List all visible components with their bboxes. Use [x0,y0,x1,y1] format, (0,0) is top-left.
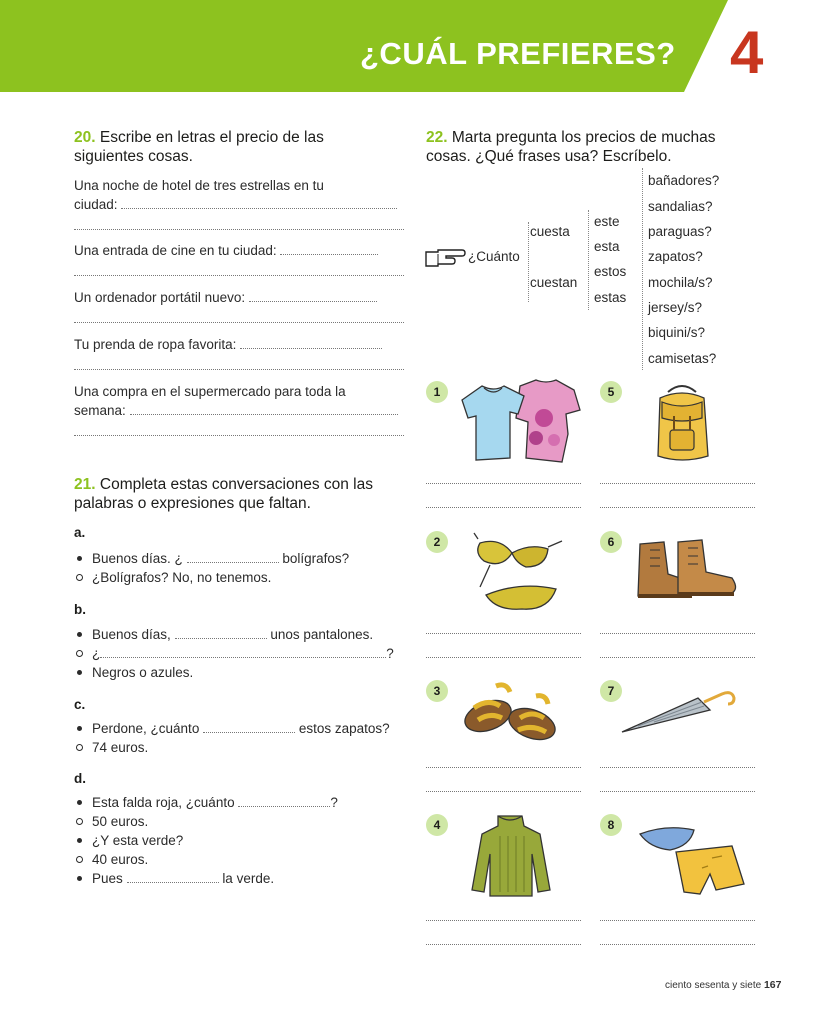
answer-line[interactable] [426,483,581,484]
answer-line[interactable] [600,920,755,921]
picture-number: 7 [600,680,622,702]
verb-word: cuesta [530,224,570,239]
answer-blank[interactable] [121,197,397,209]
page-title: ¿CUÁL PREFIERES? [360,36,676,71]
umbrella-illustration [618,688,738,736]
ex21-number: 21. [74,476,96,493]
answer-line[interactable] [74,369,404,370]
dialog-b [74,625,414,682]
ex22-number: 22. [426,129,448,146]
ex21-b-label: b. [74,602,86,617]
page-number: 167 [763,979,782,991]
ex22-title: 22. Marta pregunta los precios de muchas cosas. ¿Qué frases usa? Escríbelo. [426,129,716,165]
answer-blank[interactable] [100,646,386,658]
picture-number: 6 [600,531,622,553]
answer-line[interactable] [600,633,755,634]
answer-line[interactable] [600,483,755,484]
answer-blank[interactable] [249,290,377,302]
picture-number: 5 [600,381,622,403]
picture-number: 1 [426,381,448,403]
footer-text: ciento sesenta y siete [665,980,762,991]
dialog-line: Pues la verde. [74,869,414,888]
ex20-number: 20. [74,129,96,146]
noun-word: biquini/s? [648,325,706,340]
unit-number: 4 [730,19,764,86]
ex20-item-2: Una entrada de cine en tu ciudad: [74,241,406,260]
answer-blank[interactable] [238,795,330,807]
answer-line[interactable] [426,507,581,508]
page-footer [665,979,781,991]
answer-blank[interactable] [240,337,382,349]
answer-blank[interactable] [280,243,378,255]
dialog-line: Buenos días, unos pantalones. [74,625,414,644]
noun-word: jersey/s? [648,300,703,315]
dialog-a [74,549,414,587]
picture-number: 4 [426,814,448,836]
ex21-c-label: c. [74,697,86,712]
answer-line[interactable] [74,229,404,230]
answer-line[interactable] [426,920,581,921]
ex21-title: 21. Completa estas conversaciones con las palabras o expresiones que faltan. [74,476,373,512]
picture-number: 2 [426,531,448,553]
answer-line[interactable] [600,944,755,945]
divider [642,168,643,370]
answer-line[interactable] [600,767,755,768]
determiner-word: estos [594,264,627,279]
backpack-illustration [652,380,712,464]
dialog-line: Buenos días. ¿ bolígrafos? [74,549,414,568]
sandals-illustration [460,678,560,748]
answer-line[interactable] [600,791,755,792]
divider [528,222,529,302]
dialog-line: ¿Bolígrafos? No, no tenemos. [74,568,414,587]
ex21-a-label: a. [74,525,86,540]
divider [588,210,589,310]
swimwear-illustration [636,822,748,896]
dialog-c [74,719,414,757]
noun-word: sandalias? [648,199,713,214]
answer-line[interactable] [74,435,404,436]
answer-blank[interactable] [175,627,267,639]
ex21-d-label: d. [74,771,86,786]
bikini-illustration [472,531,568,617]
ex20-item-5: Una compra en el supermercado para toda la semana: [74,382,406,420]
answer-line[interactable] [426,944,581,945]
noun-word: zapatos? [648,249,703,264]
dialog-line: ¿Y esta verde? [74,831,414,850]
determiner-word: estas [594,290,627,305]
answer-line[interactable] [74,275,404,276]
answer-line[interactable] [600,507,755,508]
page-header [0,0,834,92]
dialog-line: 74 euros. [74,738,414,757]
ex20-item-3: Un ordenador portátil nuevo: [74,288,406,307]
answer-line[interactable] [426,791,581,792]
dialog-line: 40 euros. [74,850,414,869]
tshirts-illustration [458,378,582,466]
dialog-line: Esta falda roja, ¿cuánto ? [74,793,414,812]
verb-word: cuestan [530,275,578,290]
boots-illustration [630,538,742,602]
ex20-item-4: Tu prenda de ropa favorita: [74,335,406,354]
determiner-word: este [594,214,620,229]
dialog-line: 50 euros. [74,812,414,831]
answer-line[interactable] [74,322,404,323]
dialog-line: Negros o azules. [74,663,414,682]
answer-line[interactable] [426,767,581,768]
answer-blank[interactable] [127,871,219,883]
picture-number: 3 [426,680,448,702]
answer-blank[interactable] [187,551,279,563]
dialog-d [74,793,414,888]
noun-word: camisetas? [648,351,717,366]
noun-word: bañadores? [648,173,720,188]
noun-word: paraguas? [648,224,712,239]
answer-blank[interactable] [130,403,398,415]
determiner-word: esta [594,239,620,254]
picture-number: 8 [600,814,622,836]
noun-word: mochila/s? [648,275,713,290]
answer-blank[interactable] [203,721,295,733]
answer-line[interactable] [426,633,581,634]
pointing-hand-icon [424,247,466,269]
ex20-title: 20. Escribe en letras el precio de las siguientes cosas. [74,129,324,165]
answer-line[interactable] [600,657,755,658]
dialog-line: ¿ ? [74,644,414,663]
ex20-item-1: Una noche de hotel de tres estrellas en tu ciudad: [74,176,406,214]
cuanto-word: ¿Cuánto [468,249,520,264]
answer-line[interactable] [426,657,581,658]
sweater-illustration [470,812,552,898]
dialog-line: Perdone, ¿cuánto estos zapatos? [74,719,414,738]
